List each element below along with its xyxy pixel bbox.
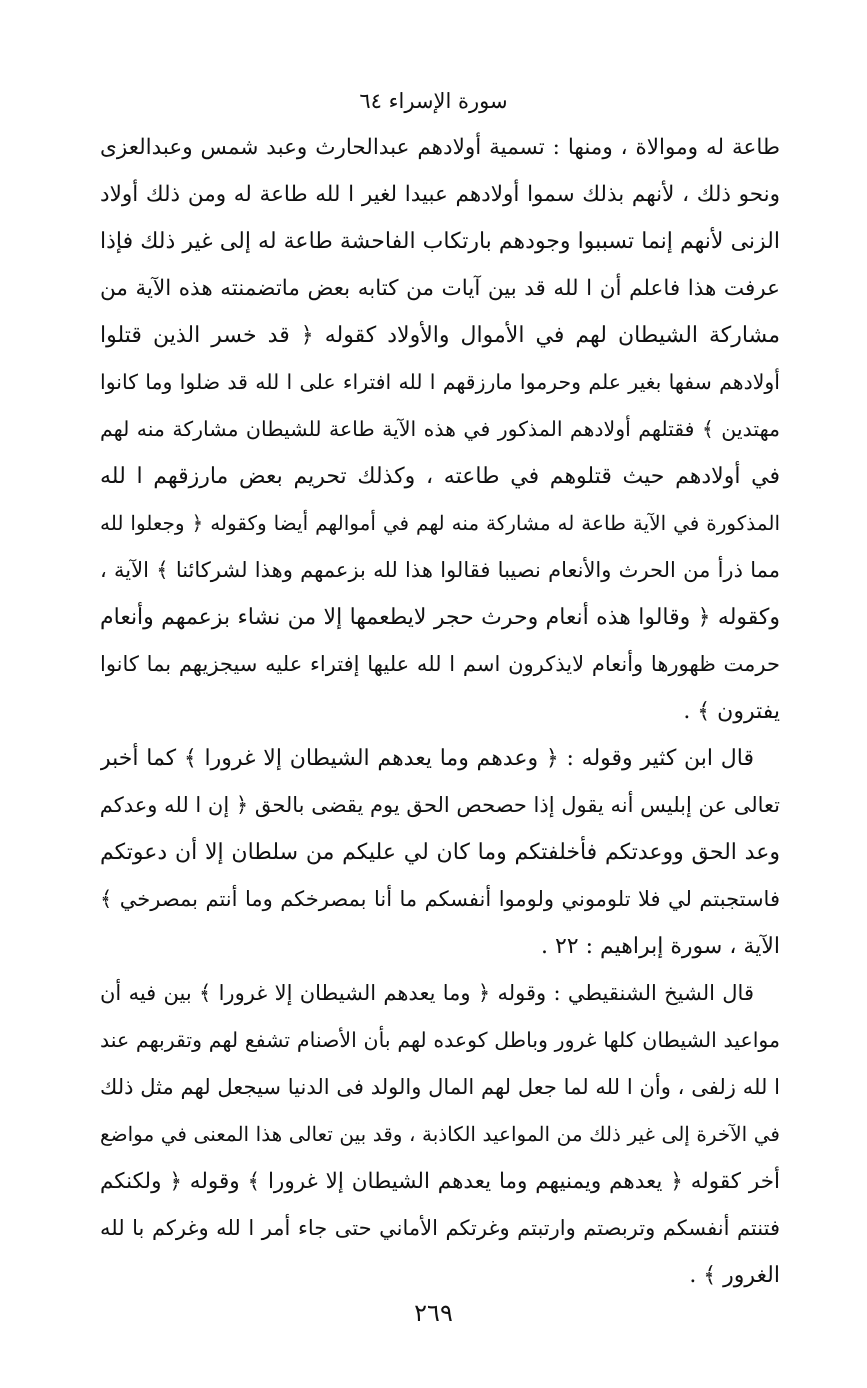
text-line: طاعة له وموالاة ، ومنها : تسمية أولادهم عبدالحارث وعبد شمس وعبدالعزى: [100, 135, 780, 160]
text-line: تعالى عن إبليس أنه يقول إذا حصحص الحق يوم يقضى بالحق ﴿ إن ا لله وعدكم: [100, 793, 780, 817]
text-line: قال الشيخ الشنقيطي : وقوله ﴿ وما يعدهم الشيطان إلا غرورا ﴾ بين فيه أن: [100, 981, 754, 1005]
text-line: وكقوله ﴿ وقالوا هذه أنعام وحرث حجر لايطعمها إلا من نشاء بزعمهم وأنعام: [100, 605, 780, 630]
text-line: في الآخرة إلى غير ذلك من المواعيد الكاذبة ، وقد بين تعالى هذا المعنى في مواضع: [100, 1122, 780, 1146]
text-line: يفترون ﴾ .: [683, 699, 780, 724]
text-line: عرفت هذا فاعلم أن ا لله قد بين آيات من كتابه بعض ماتضمنته هذه الآية من: [100, 276, 780, 301]
text-line: أولادهم سفها بغير علم وحرموا مارزقهم ا لله افتراء على ا لله قد ضلوا وما كانوا: [100, 370, 780, 394]
running-header: سورة الإسراء ٦٤: [359, 89, 508, 113]
text-line: الآية ، سورة إبراهيم : ٢٢ .: [540, 934, 780, 959]
text-line: الزنى لأنهم إنما تسببوا وجودهم بارتكاب الفاحشة طاعة له إلى غير ذلك فإذا: [100, 229, 780, 254]
text-line: مهتدين ﴾ فقتلهم أولادهم المذكور في هذه الآية طاعة للشيطان مشاركة منه لهم: [100, 417, 780, 441]
paragraph: [100, 970, 780, 1299]
text-line: حرمت ظهورها وأنعام لايذكرون اسم ا لله عليها إفتراء عليه سيجزيهم بما كانوا: [100, 652, 780, 676]
text-line: في أولادهم حيث قتلوهم في طاعته ، وكذلك تحريم بعض مارزقهم ا لله: [100, 464, 780, 489]
text-line: وعد الحق ووعدتكم فأخلفتكم وما كان لي عليكم من سلطان إلا أن دعوتكم: [100, 840, 780, 865]
text-line: ا لله زلفى ، وأن ا لله لما جعل لهم المال والولد فى الدنيا سيجعل لهم مثل ذلك: [100, 1075, 780, 1099]
text-line: ونحو ذلك ، لأنهم بذلك سموا أولادهم عبيدا لغير ا لله طاعة له ومن ذلك أولاد: [100, 182, 780, 207]
text-line: قال ابن كثير وقوله : ﴿ وعدهم وما يعدهم الشيطان إلا غرورا ﴾ كما أخبر: [100, 746, 754, 771]
text-line: الغرور ﴾ .: [689, 1263, 780, 1288]
body-text: [100, 124, 780, 1299]
text-line: مشاركة الشيطان لهم في الأموال والأولاد كقوله ﴿ قد خسر الذين قتلوا: [100, 323, 780, 348]
text-line: فتنتم أنفسكم وتربصتم وارتبتم وغرتكم الأماني حتى جاء أمر ا لله وغركم با لله: [100, 1216, 780, 1240]
text-line: أخر كقوله ﴿ يعدهم ويمنيهم وما يعدهم الشيطان إلا غرورا ﴾ وقوله ﴿ ولكنكم: [100, 1169, 780, 1194]
text-line: المذكورة في الآية طاعة له مشاركة منه لهم في أموالهم أيضا وكقوله ﴿ وجعلوا لله: [100, 511, 780, 535]
paragraph: [100, 735, 780, 970]
text-line: فاستجبتم لي فلا تلوموني ولوموا أنفسكم ما أنا بمصرخكم وما أنتم بمصرخي ﴾: [100, 887, 780, 911]
page-number: ٢٦٩: [414, 1299, 453, 1327]
text-line: مواعيد الشيطان كلها غرور وباطل كوعده لهم بأن الأصنام تشفع لهم وتقربهم عند: [100, 1028, 780, 1052]
paragraph: [100, 124, 780, 735]
text-line: مما ذرأ من الحرث والأنعام نصيبا فقالوا هذا لله بزعمهم وهذا لشركائنا ﴾ الآية ،: [100, 558, 780, 582]
